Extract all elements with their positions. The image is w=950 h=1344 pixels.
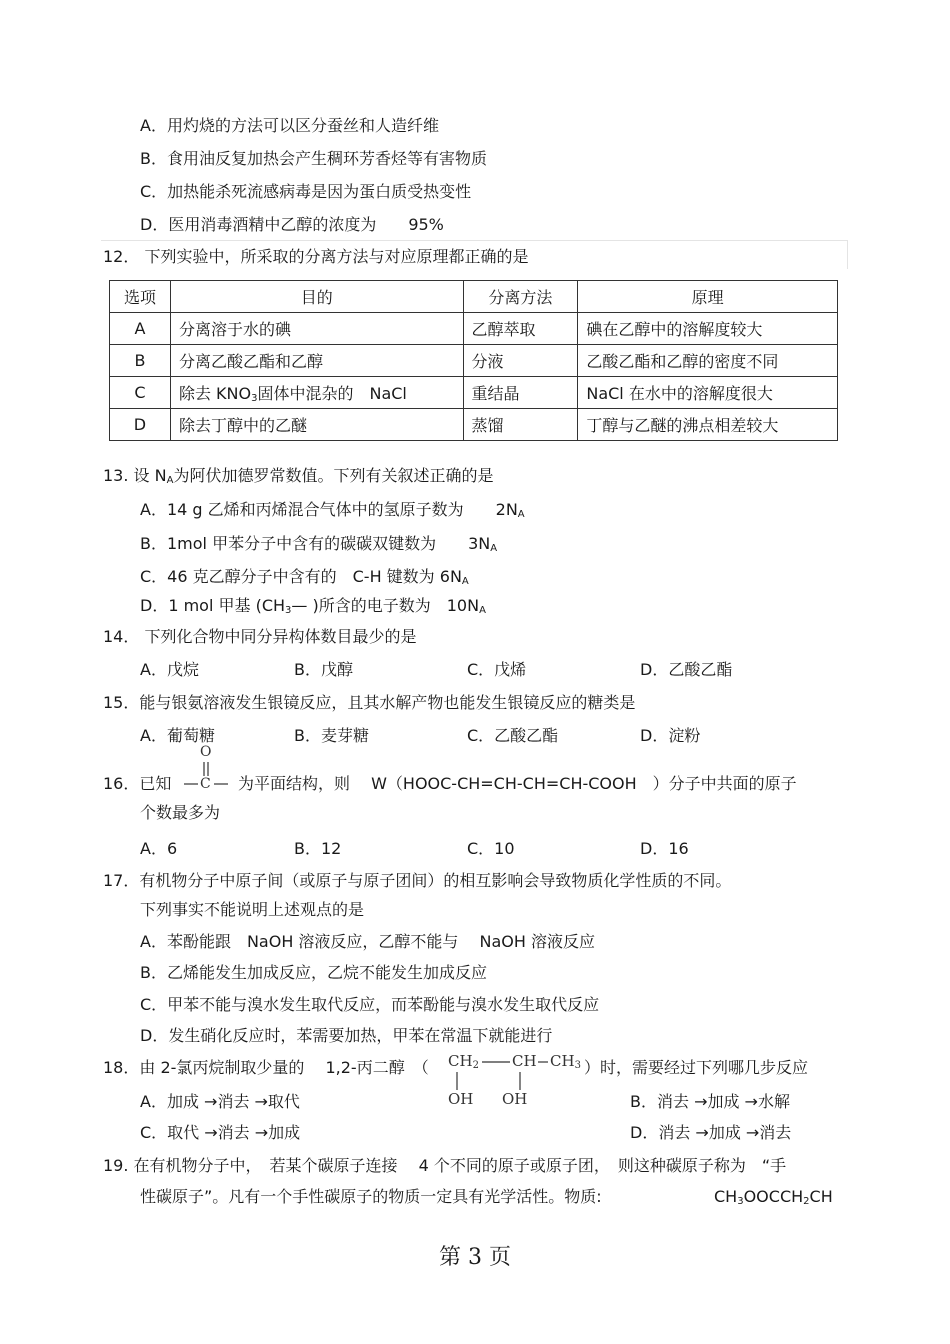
row-goal: 分离乙酸乙酯和乙醇	[170, 345, 463, 377]
row-option: D	[110, 409, 171, 441]
q11-option-b: B．食用油反复加热会产生稠环芳香烃等有害物质	[140, 149, 487, 168]
q14-stem: 14． 下列化合物中同分异构体数目最少的是	[103, 627, 417, 646]
row-principle: NaCl 在水中的溶解度很大	[578, 377, 838, 409]
row-method: 重结晶	[463, 377, 578, 409]
option-text: B．1mol 甲苯分子中含有的碳碳双键数为 3N	[140, 534, 491, 553]
q11-option-a: A．用灼烧的方法可以区分蚕丝和人造纤维	[140, 116, 439, 135]
goal-text: 除去 KNO	[178, 384, 252, 403]
ch3-subscript: 3	[574, 1060, 581, 1071]
table-row	[110, 313, 838, 345]
formula-text-mid: OOCCH	[743, 1187, 804, 1206]
table-row	[110, 345, 838, 377]
carbonyl-oxygen: O	[200, 744, 212, 760]
formula-text-post: CH	[809, 1187, 833, 1206]
q15-option-a: A．葡萄糖	[140, 726, 215, 745]
q13-option-a	[140, 500, 525, 525]
row-method: 蒸馏	[463, 409, 578, 441]
q17-stem-line2: 下列事实不能说明上述观点的是	[140, 900, 365, 919]
q16-option-d: D．16	[640, 839, 689, 858]
q17-stem-line1: 17．有机物分子中原子间（或原子与原子团间）的相互影响会导致物质化学性质的不同。	[103, 871, 732, 890]
q14-option-d: D．乙酸乙酯	[640, 660, 733, 679]
header-method: 分离方法	[463, 281, 578, 313]
q13-stem-text: 13. 设 N	[103, 466, 167, 485]
ch2-text: CH	[448, 1052, 473, 1070]
separation-table	[109, 280, 838, 441]
q16-stem-line2: 个数最多为	[140, 803, 221, 822]
formula-ch: CH	[512, 1052, 537, 1070]
q17-option-a: A．苯酚能跟 NaOH 溶液反应，乙醇不能与 NaOH 溶液反应	[140, 932, 596, 951]
q16-stem: 为平面结构，则 W（HOOC-CH=CH-CH=CH-COOH ）分子中共面的原子	[238, 774, 797, 793]
formula-subscript-1: 3	[737, 1196, 744, 1207]
formula-subscript-2: 2	[803, 1196, 810, 1207]
q16-option-c: C．10	[467, 839, 515, 858]
q17-option-b: B．乙烯能发生加成反应，乙烷不能发生加成反应	[140, 963, 487, 982]
header-goal: 目的	[170, 281, 463, 313]
q18-option-b: B．消去 →加成 →水解	[630, 1092, 790, 1111]
q14-option-c: C．戊烯	[467, 660, 527, 679]
q15-option-c: C．乙酸乙酯	[467, 726, 559, 745]
option-text: D．1 mol 甲基 (CH	[140, 596, 286, 615]
row-option: A	[110, 313, 171, 345]
q15-stem: 15．能与银氨溶液发生银镜反应，且其水解产物也能发生银镜反应的糖类是	[103, 693, 636, 712]
q12-stem: 12． 下列实验中，所采取的分离方法与对应原理都正确的是	[103, 247, 529, 266]
row-principle: 丁醇与乙醚的沸点相差较大	[578, 409, 838, 441]
q13-option-b	[140, 534, 497, 559]
q17-option-d: D．发生硝化反应时，苯需要加热，甲苯在常温下就能进行	[140, 1026, 553, 1045]
option-subscript: A	[517, 509, 525, 520]
ch3-text: CH	[550, 1052, 575, 1070]
q19-stem-line2: 性碳原子”。凡有一个手性碳原子的物质一定具有光学活性。物质:	[140, 1187, 602, 1206]
option-subscript: A	[490, 543, 498, 554]
carbonyl-structure	[183, 746, 229, 792]
q14-option-b: B．戊醇	[294, 660, 353, 679]
ch2-subscript: 2	[472, 1060, 479, 1071]
table-row	[110, 409, 838, 441]
q11-option-c: C．加热能杀死流感病毒是因为蛋白质受热变性	[140, 182, 472, 201]
q18-option-c: C．取代 →消去 →加成	[140, 1123, 301, 1142]
q13-stem-subscript: A	[166, 475, 174, 486]
row-principle: 乙酸乙酯和乙醇的密度不同	[578, 345, 838, 377]
table-header-row	[110, 281, 838, 313]
q15-option-d: D．淀粉	[640, 726, 701, 745]
header-option: 选项	[110, 281, 171, 313]
q16-option-b: B．12	[294, 839, 342, 858]
option-subscript: A	[461, 576, 469, 587]
row-method: 分液	[463, 345, 578, 377]
q19-formula	[714, 1187, 833, 1212]
goal-text-post: 固体中混杂的 NaCl	[257, 384, 407, 403]
q14-option-a: A．戊烷	[140, 660, 199, 679]
row-goal	[170, 377, 463, 409]
row-goal: 除去丁醇中的乙醚	[170, 409, 463, 441]
option-text-post: — )所含的电子数为 10N	[291, 596, 480, 615]
carbonyl-carbon: C	[200, 776, 211, 792]
row-goal: 分离溶于水的碘	[170, 313, 463, 345]
row-principle: 碘在乙醇中的溶解度较大	[578, 313, 838, 345]
q18-option-d: D．消去 →加成 →消去	[630, 1123, 792, 1142]
q18-option-a: A．加成 →消去 →取代	[140, 1092, 300, 1111]
header-principle: 原理	[578, 281, 838, 313]
q18-stem-post: ）时，需要经过下列哪几步反应	[584, 1058, 809, 1077]
row-option: B	[110, 345, 171, 377]
q13-stem	[103, 466, 493, 491]
row-option: C	[110, 377, 171, 409]
q11-option-d: D．医用消毒酒精中乙醇的浓度为 95%	[140, 215, 444, 234]
q16-option-a: A．6	[140, 839, 178, 858]
q18-stem: 18．由 2-氯丙烷制取少量的 1,2-丙二醇 （	[103, 1058, 429, 1077]
table-row	[110, 377, 838, 409]
row-method: 乙醇萃取	[463, 313, 578, 345]
goal-subscript: 3	[251, 393, 258, 404]
option-text: C．46 克乙醇分子中含有的 C-H 键数为 6N	[140, 567, 462, 586]
q13-stem-text-post: 为阿伏加德罗常数值。下列有关叙述正确的是	[173, 466, 494, 485]
q13-option-c	[140, 567, 469, 592]
q19-stem-line1: 19. 在有机物分子中， 若某个碳原子连接 4 个不同的原子或原子团， 则这种碳原子称为 “手	[103, 1156, 787, 1175]
propanediol-structure	[448, 1052, 582, 1110]
formula-oh-1: OH	[448, 1090, 474, 1108]
option-subscript: 3	[285, 605, 292, 616]
q13-option-d	[140, 596, 486, 621]
formula-oh-2: OH	[502, 1090, 528, 1108]
page-number: 第 3 页	[439, 1245, 511, 1270]
q15-option-b: B．麦芽糖	[294, 726, 369, 745]
formula-text: CH	[714, 1187, 738, 1206]
q16-stem-prefix: 16．已知	[103, 774, 172, 793]
option-subscript-2: A	[479, 605, 486, 616]
q17-option-c: C．甲苯不能与溴水发生取代反应，而苯酚能与溴水发生取代反应	[140, 995, 600, 1014]
option-text: A．14 g 乙烯和丙烯混合气体中的氢原子数为 2N	[140, 500, 518, 519]
